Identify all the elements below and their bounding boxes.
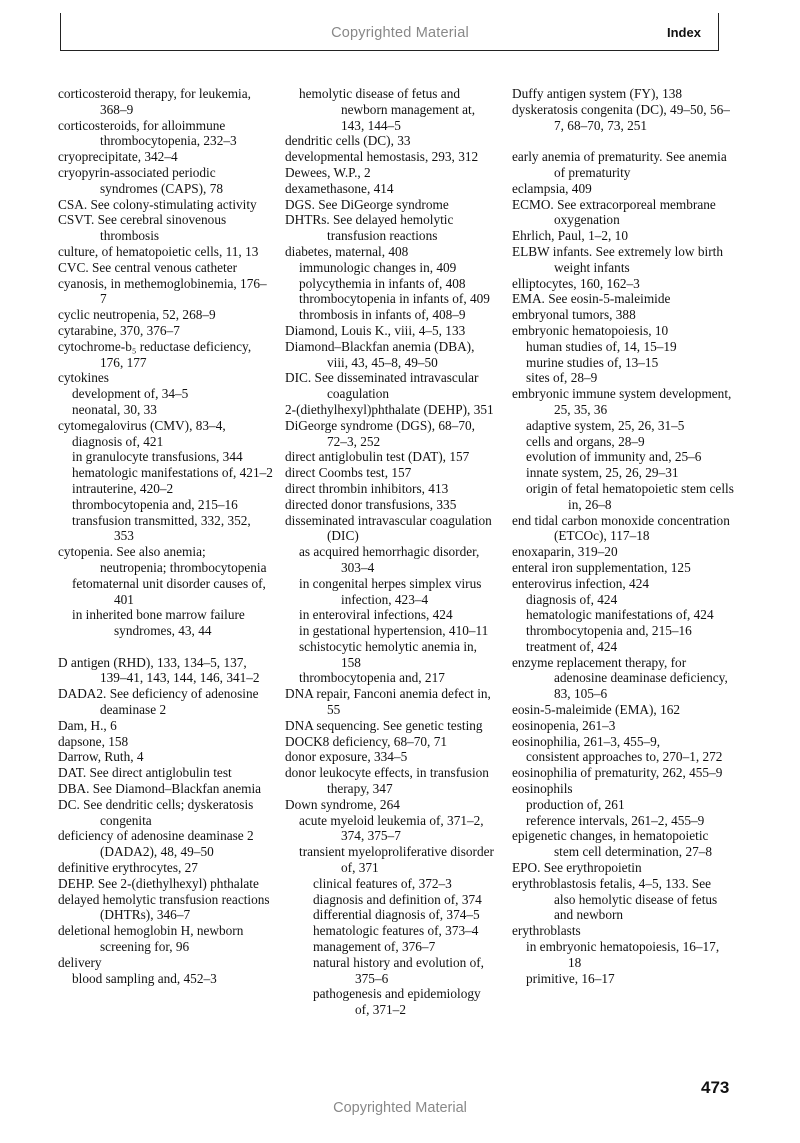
index-subentry: production of, 261 xyxy=(526,796,625,812)
index-entry: Diamond, Louis K., viii, 4–5, 133 xyxy=(285,322,466,338)
page-number: 473 xyxy=(701,1078,730,1097)
index-subentry: hematologic manifestations of, 424 xyxy=(526,607,714,623)
index-entry: cryoprecipitate, 342–4 xyxy=(58,149,178,165)
index-subentry: in inherited bone marrow failure syndromes, 43, 44 xyxy=(72,607,245,639)
index-subentry: hemolytic disease of fetus and newborn management at, 143, 144–5 xyxy=(299,86,476,133)
index-entry: EMA. See eosin-5-maleimide xyxy=(512,291,671,307)
index-entry: dyskeratosis congenita (DC), 49–50, 56–7, 68–70, 73, 251 xyxy=(512,101,730,133)
index-entry: DBA. See Diamond–Blackfan anemia xyxy=(58,781,262,797)
index-subentry: differential diagnosis of, 374–5 xyxy=(313,907,480,923)
index-entry: delayed hemolytic transfusion reactions (DHTRs), 346–7 xyxy=(58,891,270,923)
index-subentry: fetomaternal unit disorder causes of, 401 xyxy=(72,575,266,607)
index-entry: DGS. See DiGeorge syndrome xyxy=(285,196,449,212)
index-entry: directed donor transfusions, 335 xyxy=(285,496,457,512)
index-subentry: clinical features of, 372–3 xyxy=(313,875,452,891)
index-entry: definitive erythrocytes, 27 xyxy=(58,860,198,876)
index-subentry: management of, 376–7 xyxy=(313,939,436,955)
index-subentry: thrombocytopenia in infants of, 409 xyxy=(299,291,490,307)
index-entry: cytarabine, 370, 376–7 xyxy=(58,322,180,338)
index-entry: DEHP. See 2-(diethylhexyl) phthalate xyxy=(58,875,259,891)
index-entry: embryonal tumors, 388 xyxy=(512,307,636,323)
index-entry: Dewees, W.P., 2 xyxy=(285,164,371,180)
index-entry: end tidal carbon monoxide concentration (ETCOc), 117–18 xyxy=(512,512,730,544)
index-entry: DHTRs. See delayed hemolytic transfusion reactions xyxy=(285,212,454,244)
index-entry: CVC. See central venous catheter xyxy=(58,259,238,275)
index-entry: deletional hemoglobin H, newborn screening for, 96 xyxy=(58,923,244,955)
index-subentry: in congenital herpes simplex virus infection, 423–4 xyxy=(299,575,482,607)
index-subentry: transfusion transmitted, 332, 352, 353 xyxy=(72,512,251,544)
index-subentry: in gestational hypertension, 410–11 xyxy=(299,623,489,639)
index-entry: eclampsia, 409 xyxy=(512,180,592,196)
index-entry: dapsone, 158 xyxy=(58,733,129,749)
index-subentry: primitive, 16–17 xyxy=(526,970,615,986)
index-column-3 xyxy=(512,86,734,986)
index-entry: DC. See dendritic cells; dyskeratosis congenita xyxy=(58,796,254,828)
index-entry: embryonic hematopoiesis, 10 xyxy=(512,322,669,338)
index-entry: Ehrlich, Paul, 1–2, 10 xyxy=(512,228,628,244)
index-subentry: neonatal, 30, 33 xyxy=(72,401,157,417)
index-entry: donor exposure, 334–5 xyxy=(285,749,408,765)
index-subentry: thrombocytopenia and, 217 xyxy=(299,670,445,686)
index-entry: cytomegalovirus (CMV), 83–4, xyxy=(58,417,226,433)
index-entry: donor leukocyte effects, in transfusion therapy, 347 xyxy=(285,765,489,797)
index-subentry: transient myeloproliferative disorder of, 371 xyxy=(299,844,494,876)
index-subentry: adaptive system, 25, 26, 31–5 xyxy=(526,417,685,433)
index-subentry: evolution of immunity and, 25–6 xyxy=(526,449,702,465)
index-entry: direct antiglobulin test (DAT), 157 xyxy=(285,449,470,465)
index-subentry: in embryonic hematopoiesis, 16–17, 18 xyxy=(526,939,720,970)
index-entry: DAT. See direct antiglobulin test xyxy=(58,765,232,781)
index-entry: 2-(diethylhexyl)phthalate (DEHP), 351 xyxy=(285,401,494,417)
index-subentry: in granulocyte transfusions, 344 xyxy=(72,449,243,465)
index-entry: delivery xyxy=(58,954,102,970)
index-entry: eosinophilia of prematurity, 262, 455–9 xyxy=(512,765,723,781)
index-subentry: human studies of, 14, 15–19 xyxy=(526,338,677,354)
index-entry: DIC. See disseminated intravascular coagulation xyxy=(285,370,479,402)
index-entry: eosinophils xyxy=(512,781,573,797)
index-subentry: development of, 34–5 xyxy=(72,386,189,402)
index-subentry: cells and organs, 28–9 xyxy=(526,433,645,449)
index-entry: corticosteroid therapy, for leukemia, 368–9 xyxy=(58,86,251,117)
index-subentry: blood sampling and, 452–3 xyxy=(72,970,217,986)
index-entry: Duffy antigen system (FY), 138 xyxy=(512,86,683,101)
index-entry: EPO. See erythropoietin xyxy=(512,860,642,876)
index-subentry: schistocytic hemolytic anemia in, 158 xyxy=(299,638,477,670)
index-entry: corticosteroids, for alloimmune thrombocytopenia, 232–3 xyxy=(58,117,237,149)
index-column-2 xyxy=(285,86,497,1018)
index-entry: enzyme replacement therapy, for adenosine deaminase deficiency, 83, 105–6 xyxy=(512,654,728,702)
index-subentry: thrombocytopenia and, 215–16 xyxy=(72,496,238,512)
index-entry: developmental hemostasis, 293, 312 xyxy=(285,149,479,165)
index-subentry: immunologic changes in, 409 xyxy=(299,259,457,275)
index-subentry: as acquired hemorrhagic disorder, 303–4 xyxy=(299,544,480,575)
index-entry: eosinophilia, 261–3, 455–9, xyxy=(512,733,661,749)
index-subentry: murine studies of, 13–15 xyxy=(526,354,659,370)
index-subentry: acute myeloid leukemia of, 371–2, 374, 375–7 xyxy=(299,812,484,844)
index-entry: epigenetic changes, in hematopoietic stem cell determination, 27–8 xyxy=(512,828,713,860)
index-subentry: diagnosis of, 421 xyxy=(72,433,164,449)
index-entry: cryopyrin-associated periodic syndromes (CAPS), 78 xyxy=(58,164,224,196)
index-entry: enterovirus infection, 424 xyxy=(512,575,649,591)
index-entry: enteral iron supplementation, 125 xyxy=(512,559,691,575)
index-entry: CSA. See colony-stimulating activity xyxy=(58,196,257,212)
index-entry: DOCK8 deficiency, 68–70, 71 xyxy=(285,733,447,749)
index-column-1 xyxy=(58,86,273,986)
index-entry: dexamethasone, 414 xyxy=(285,180,394,196)
index-entry: DADA2. See deficiency of adenosine deaminase 2 xyxy=(58,686,259,718)
index-entry: cytopenia. See also anemia; neutropenia; thrombocytopenia xyxy=(58,544,267,575)
index-subentry: sites of, 28–9 xyxy=(526,370,598,386)
index-entry: disseminated intravascular coagulation (DIC) xyxy=(285,512,492,544)
index-entry: cyanosis, in methemoglobinemia, 176–7 xyxy=(58,275,267,307)
header-copyright-notice: Copyrighted Material xyxy=(331,25,469,41)
index-entry: cyclic neutropenia, 52, 268–9 xyxy=(58,307,216,323)
index-subentry: natural history and evolution of, 375–6 xyxy=(313,954,484,986)
index-entry: D antigen (RHD), 133, 134–5, 137, 139–41, 143, 144, 146, 341–2 xyxy=(58,654,260,686)
index-subentry: pathogenesis and epidemiology of, 371–2 xyxy=(313,986,481,1018)
index-entry: Down syndrome, 264 xyxy=(285,796,400,812)
index-subentry: hematologic manifestations of, 421–2 xyxy=(72,465,273,481)
index-entry: direct Coombs test, 157 xyxy=(285,465,412,481)
index-entry: DiGeorge syndrome (DGS), 68–70, 72–3, 252 xyxy=(285,417,475,449)
index-entry: CSVT. See cerebral sinovenous thrombosis xyxy=(58,212,227,244)
index-entry: embryonic immune system development, 25, 35, 36 xyxy=(512,386,732,417)
index-entry: erythroblasts xyxy=(512,923,581,939)
index-subentry: reference intervals, 261–2, 455–9 xyxy=(526,812,705,828)
index-entry: deficiency of adenosine deaminase 2 (DADA2), 48, 49–50 xyxy=(58,828,254,860)
index-subentry: consistent approaches to, 270–1, 272 xyxy=(526,749,723,765)
index-entry: eosin-5-maleimide (EMA), 162 xyxy=(512,702,681,718)
index-entry: DNA sequencing. See genetic testing xyxy=(285,717,483,733)
index-subentry: in enteroviral infections, 424 xyxy=(299,607,453,623)
index-entry: early anemia of prematurity. See anemia of prematurity xyxy=(512,149,727,180)
index-entry: culture, of hematopoietic cells, 11, 13 xyxy=(58,243,259,259)
index-subentry: diagnosis of, 424 xyxy=(526,591,618,607)
index-entry: diabetes, maternal, 408 xyxy=(285,243,409,259)
index-subentry: innate system, 25, 26, 29–31 xyxy=(526,465,679,481)
index-entry: DNA repair, Fanconi anemia defect in, 55 xyxy=(285,686,491,718)
index-subentry: intrauterine, 420–2 xyxy=(72,480,174,496)
index-subentry: thrombosis in infants of, 408–9 xyxy=(299,307,466,323)
index-entry: direct thrombin inhibitors, 413 xyxy=(285,480,449,496)
index-subentry: thrombocytopenia and, 215–16 xyxy=(526,623,692,639)
index-entry: ELBW infants. See extremely low birth weight infants xyxy=(512,243,723,275)
index-subentry: hematologic features of, 373–4 xyxy=(313,923,479,939)
index-subentry: polycythemia in infants of, 408 xyxy=(299,275,466,291)
running-header-section: Index xyxy=(667,25,701,40)
index-entry: eosinopenia, 261–3 xyxy=(512,717,616,733)
footer-copyright-notice: Copyrighted Material xyxy=(333,1100,467,1116)
index-subentry: diagnosis and definition of, 374 xyxy=(313,891,482,907)
index-entry: elliptocytes, 160, 162–3 xyxy=(512,275,640,291)
index-entry: enoxaparin, 319–20 xyxy=(512,544,618,560)
index-entry: erythroblastosis fetalis, 4–5, 133. See also hemolytic disease of fetus and newborn xyxy=(512,875,718,923)
index-entry: cytokines xyxy=(58,370,109,386)
index-entry: dendritic cells (DC), 33 xyxy=(285,133,411,149)
index-entry: Darrow, Ruth, 4 xyxy=(58,749,144,765)
index-subentry: treatment of, 424 xyxy=(526,638,618,654)
index-entry: Dam, H., 6 xyxy=(58,717,117,733)
index-entry: ECMO. See extracorporeal membrane oxygenation xyxy=(512,196,716,228)
index-entry: cytochrome-b₅ reductase deficiency, 176, 177 xyxy=(58,338,252,370)
index-subentry: origin of fetal hematopoietic stem cells in, 26–8 xyxy=(526,480,734,512)
index-entry: Diamond–Blackfan anemia (DBA), viii, 43, 45–8, 49–50 xyxy=(285,338,475,370)
